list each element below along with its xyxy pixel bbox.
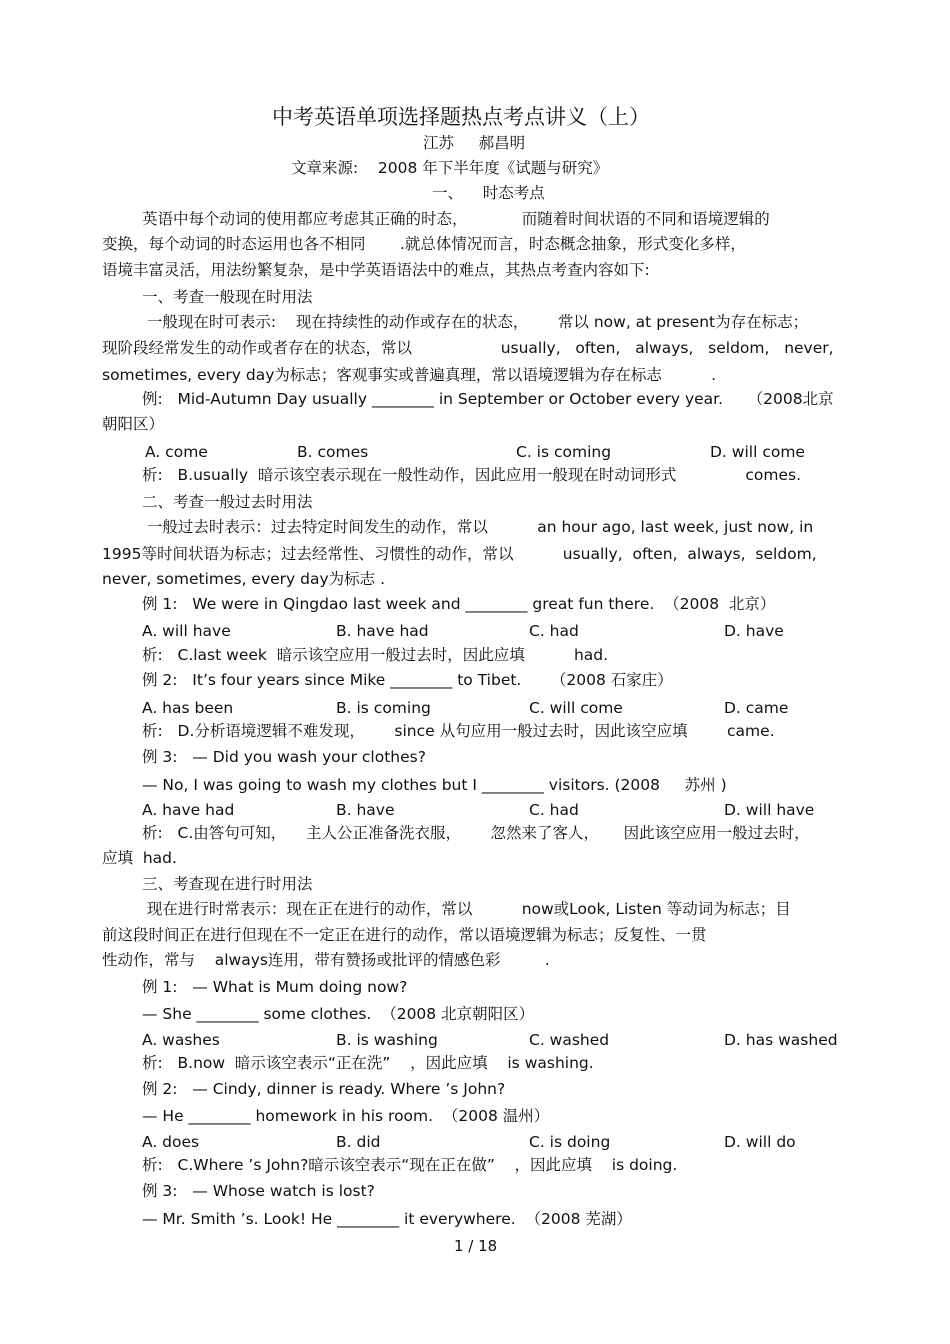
body-line: 一般过去时表示：过去特定时间发生的动作，常以 an hour ago, last week, just now, in	[142, 518, 814, 536]
example-question: 例 3: — Did you wash your clothes?	[142, 748, 426, 766]
example-question: — He ________ homework in his room. （2008 温州）	[142, 1107, 550, 1125]
body-line: 1995等时间状语为标志；过去经常性、习惯性的动作，常以 usually, often, always, seldom,	[102, 545, 817, 563]
analysis-line: 析: D.分析语境逻辑不难发现， since 从句应用一般过去时，因此该空应填 came.	[142, 722, 775, 740]
analysis-line: 析: C.Where ’s John?暗示该空表示“现在正在做” ，因此应填 is doing.	[142, 1156, 678, 1174]
example-question: — No, I was going to wash my clothes but I ________ visitors. (2008 苏州 )	[142, 776, 727, 794]
option-c: C. had	[529, 622, 579, 640]
option-d: D. will have	[724, 801, 815, 819]
option-c: C. washed	[529, 1031, 610, 1049]
option-c: C. is doing	[529, 1133, 611, 1151]
analysis-line: 析: C.last week 暗示该空应用一般过去时，因此应填 had.	[142, 646, 609, 664]
page-number: 1 / 18	[454, 1237, 498, 1255]
body-line: 现阶段经常发生的动作或者存在的状态，常以 usually, often, always, seldom, never,	[102, 339, 834, 357]
option-d: D. have	[724, 622, 784, 640]
body-line: 前这段时间正在进行但现在不一定正在进行的动作，常以语境逻辑为标志；反复性、一贯	[102, 926, 707, 944]
option-c: C. had	[529, 801, 579, 819]
option-c: C. will come	[529, 699, 623, 717]
option-d: D. came	[724, 699, 789, 717]
example-question: 例 2: — Cindy, dinner is ready. Where ’s John?	[142, 1080, 506, 1098]
analysis-line: 应填 had.	[102, 849, 177, 867]
body-line: 性动作，常与 always连用，带有赞扬或批评的情感色彩 .	[102, 951, 550, 969]
intro-line: 语境丰富灵活，用法纷繁复杂，是中学英语语法中的难点，其热点考查内容如下:	[102, 261, 650, 279]
intro-line: 变换，每个动词的时态运用也各不相同 .就总体情况而言，时态概念抽象，形式变化多样，	[102, 235, 746, 253]
example-question: 例 3: — Whose watch is lost?	[142, 1182, 375, 1200]
option-a: A. have had	[142, 801, 235, 819]
option-b: B. is washing	[336, 1031, 438, 1049]
page-title: 中考英语单项选择题热点考点讲义（上）	[272, 105, 650, 129]
source-line: 文章来源: 2008 年下半年度《试题与研究》	[291, 159, 609, 177]
option-a: A. will have	[142, 622, 231, 640]
body-line: 现在进行时常表示：现在正在进行的动作，常以 now或Look, Listen 等动词为标志；目	[142, 900, 791, 918]
example-question: — Mr. Smith ’s. Look! He ________ it everywhere. （2008 芜湖）	[142, 1210, 632, 1228]
example-question: 例 1: — What is Mum doing now?	[142, 978, 408, 996]
option-b: B. is coming	[336, 699, 431, 717]
option-d: D. will do	[724, 1133, 796, 1151]
body-line: sometimes, every day为标志；客观事实或普遍真理，常以语境逻辑为存在标志 .	[102, 366, 717, 384]
subsection-heading: 三、考查现在进行时用法	[142, 875, 313, 893]
option-a: A. come	[145, 443, 208, 461]
body-line: 一般现在时可表示: 现在持续性的动作或存在的状态， 常以 now, at present为存在标志；	[142, 313, 809, 331]
analysis-line: 析: B.now 暗示该空表示“正在洗” ，因此应填 is washing.	[142, 1054, 594, 1072]
section-heading: 一、 时态考点	[432, 184, 545, 202]
option-a: A. does	[142, 1133, 200, 1151]
option-b: B. did	[336, 1133, 381, 1151]
body-line: never, sometimes, every day为标志 .	[102, 570, 386, 588]
example-question: 例 1: We were in Qingdao last week and ________ great fun there. （2008 北京）	[142, 595, 776, 613]
option-a: A. has been	[142, 699, 234, 717]
example-question: — She ________ some clothes. （2008 北京朝阳区）	[142, 1005, 535, 1023]
option-b: B. have had	[336, 622, 429, 640]
author-line: 江苏 郝昌明	[423, 134, 526, 152]
analysis-line: 析: B.usually 暗示该空表示现在一般性动作，因此应用一般现在时动词形式 comes.	[142, 466, 802, 484]
example-question: 例 2: It’s four years since Mike ________ to Tibet. （2008 石家庄）	[142, 671, 673, 689]
option-d: D. will come	[710, 443, 805, 461]
analysis-line: 析: C.由答句可知， 主人公正准备洗衣服， 忽然来了客人， 因此该空应用一般过去时，	[142, 824, 810, 842]
subsection-heading: 二、考查一般过去时用法	[142, 493, 313, 511]
option-a: A. washes	[142, 1031, 220, 1049]
subsection-heading: 一、考查一般现在时用法	[142, 288, 313, 306]
option-c: C. is coming	[516, 443, 612, 461]
option-b: B. comes	[297, 443, 369, 461]
example-question: 例: Mid-Autumn Day usually ________ in September or October every year. （2008北京	[142, 390, 834, 408]
option-d: D. has washed	[724, 1031, 838, 1049]
example-question: 朝阳区）	[102, 415, 165, 433]
option-b: B. have	[336, 801, 395, 819]
intro-line: 英语中每个动词的使用都应考虑其正确的时态， 而随着时间状语的不同和语境逻辑的	[142, 210, 770, 228]
